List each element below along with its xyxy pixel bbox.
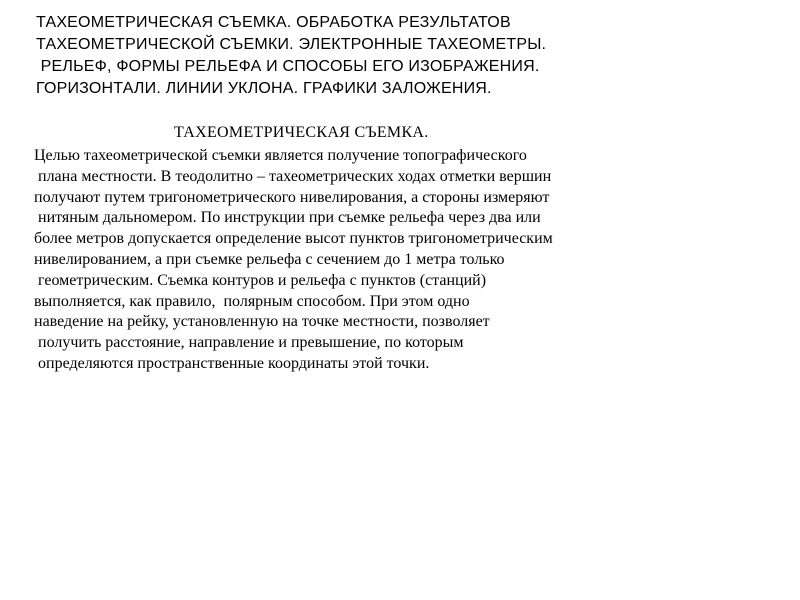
header-line-4: ГОРИЗОНТАЛИ. ЛИНИИ УКЛОНА. ГРАФИКИ ЗАЛОЖЕНИЯ. <box>36 80 492 97</box>
body-paragraph <box>34 146 794 375</box>
body-line: наведение на рейку, установленную на точке местности, позволяет <box>34 313 490 331</box>
section-title: ТАХЕОМЕТРИЧЕСКАЯ СЪЕМКА. <box>174 124 429 141</box>
body-line: нитяным дальномером. По инструкции при съемке рельефа через два или <box>34 209 541 227</box>
slide-header <box>36 12 776 100</box>
body-line: геометрическим. Съемка контуров и рельефа с пунктов (станций) <box>34 271 487 289</box>
header-line-3: РЕЛЬЕФ, ФОРМЫ РЕЛЬЕФА И СПОСОБЫ ЕГО ИЗОБРАЖЕНИЯ. <box>36 58 540 75</box>
body-line: определяются пространственные координаты этой точки. <box>34 354 430 372</box>
body-line: получить расстояние, направление и превышение, по которым <box>34 334 464 352</box>
body-line: плана местности. В теодолитно – тахеометрических ходах отметки вершин <box>34 167 552 185</box>
body-line: выполняется, как правило, полярным способом. При этом одно <box>34 292 470 310</box>
body-line: более метров допускается определение высот пунктов тригонометрическим <box>34 230 553 248</box>
body-line: получают путем тригонометрического нивелирования, а стороны измеряют <box>34 188 550 206</box>
body-line: Целью тахеометрической съемки является получение топографического <box>34 147 527 164</box>
body-line: нивелированием, а при съемке рельефа с сечением до 1 метра только <box>34 250 505 268</box>
header-line-1: ТАХЕОМЕТРИЧЕСКАЯ СЪЕМКА. ОБРАБОТКА РЕЗУЛЬТАТОВ <box>36 14 511 31</box>
header-line-2: ТАХЕОМЕТРИЧЕСКОЙ СЪЕМКИ. ЭЛЕКТРОННЫЕ ТАХЕОМЕТРЫ. <box>36 36 547 53</box>
